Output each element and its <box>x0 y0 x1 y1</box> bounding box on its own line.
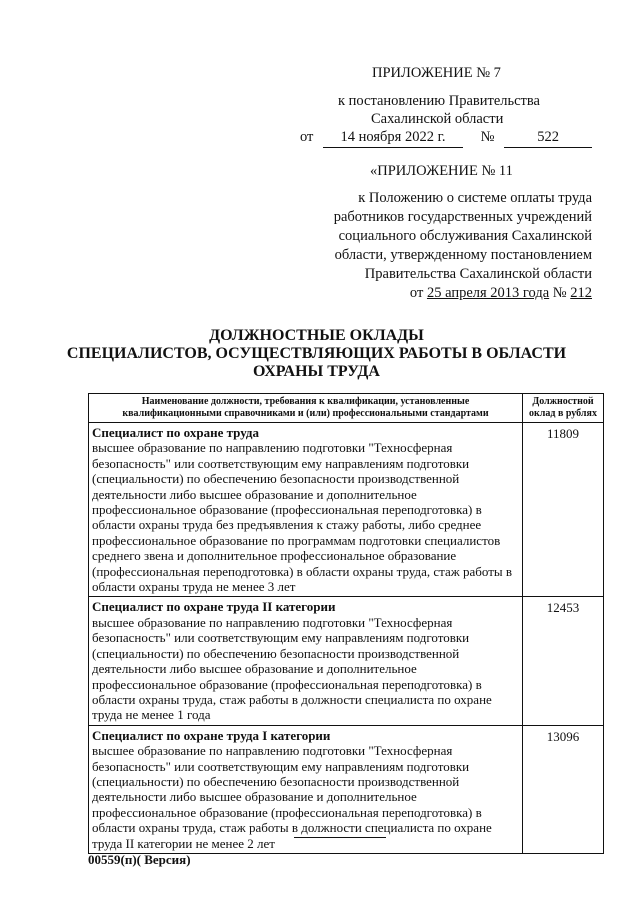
resolution-line-2: Сахалинской области <box>371 111 504 127</box>
appendix-title: ПРИЛОЖЕНИЕ № 7 <box>372 65 501 81</box>
resolution-line-1: к постановлению Правительства <box>338 93 540 109</box>
doc-title-line-3: ОХРАНЫ ТРУДА <box>253 363 380 380</box>
header-salary: Должностной оклад в рублях <box>523 394 604 423</box>
resolution-number: 522 <box>504 128 592 148</box>
position-requirements: высшее образование по направлению подготовки "Техносферная безопасность" или соответствующим ему направлениям подготовки (специальности) по обеспечению безопасности производственной деятельности либо высшее образование и дополнительное профессиональное образование (профессиональная переподготовка) в области охраны труда, стаж работы в должности специалиста по охране труда не менее 1 года <box>92 614 492 723</box>
quoted-line: области, утвержденному постановлением <box>334 247 592 263</box>
row-description <box>89 725 523 853</box>
salary-value: 12453 <box>523 597 604 725</box>
doc-title-line-1: ДОЛЖНОСТНЫЕ ОКЛАДЫ <box>209 327 424 344</box>
quoted-date: 25 апреля 2013 года <box>426 285 550 301</box>
doc-title-line-2: СПЕЦИАЛИСТОВ, ОСУЩЕСТВЛЯЮЩИХ РАБОТЫ В ОБЛАСТИ <box>66 345 567 362</box>
salary-value: 13096 <box>523 725 604 853</box>
table-header-row <box>89 394 604 423</box>
position-title: Специалист по охране труда <box>92 425 259 440</box>
quoted-line: к Положению о системе оплаты труда <box>358 190 592 206</box>
position-requirements: высшее образование по направлению подготовки "Техносферная безопасность" или соответствующим ему направлениям подготовки (специальности) по обеспечению безопасности производственной деятельности либо высшее образование и дополнительное профессиональное образование (профессиональная переподготовка) в области охраны труда, стаж работы в должности специалиста по охране труда II категории не менее 2 лет <box>92 743 492 851</box>
quoted-line: социального обслуживания Сахалинской <box>338 228 592 244</box>
table-row <box>89 597 604 725</box>
quoted-appendix-lines <box>280 189 592 303</box>
position-requirements: высшее образование по направлению подготовки "Техносферная безопасность" или соответствующим ему направлениям подготовки (специальности) по обеспечению безопасности производственной деятельности либо высшее образование и дополнительное профессиональное образование (профессиональная переподготовка) в области охраны труда без предъявления к стажу работы, либо среднее профессиональное образование по программам подготовки специалистов среднего звена и дополнительное профессиональное образование (профессиональная переподготовка) в области охраны труда, стаж работы в области охраны труда не менее 3 лет <box>92 440 513 595</box>
quoted-number: 212 <box>570 285 592 301</box>
position-title: Специалист по охране труда II категории <box>92 599 336 615</box>
footer-code: 00559(п)( Версия) <box>88 852 191 867</box>
resolution-date-line <box>300 128 600 148</box>
number-label: № <box>552 285 567 301</box>
quoted-date-line <box>280 284 592 303</box>
quoted-appendix-title: «ПРИЛОЖЕНИЕ № 11 <box>370 163 513 179</box>
from-label: от <box>300 129 314 145</box>
row-description <box>89 597 523 725</box>
resolution-date: 14 ноября 2022 г. <box>323 128 463 148</box>
quoted-line: Правительства Сахалинской области <box>364 266 592 282</box>
from-label: от <box>409 285 424 301</box>
position-title: Специалист по охране труда I категории <box>92 727 331 743</box>
closing-rule <box>294 837 386 838</box>
header-name: Наименование должности, требования к квалификации, установленные квалификационными справочниками и (или) профессиональными стандартами <box>89 394 523 423</box>
number-label: № <box>480 129 495 145</box>
row-description <box>89 423 523 597</box>
salary-value: 11809 <box>523 423 604 597</box>
table-row <box>89 423 604 597</box>
table-row <box>89 725 604 853</box>
salary-table <box>88 393 604 854</box>
quoted-line: работников государственных учреждений <box>333 209 592 225</box>
